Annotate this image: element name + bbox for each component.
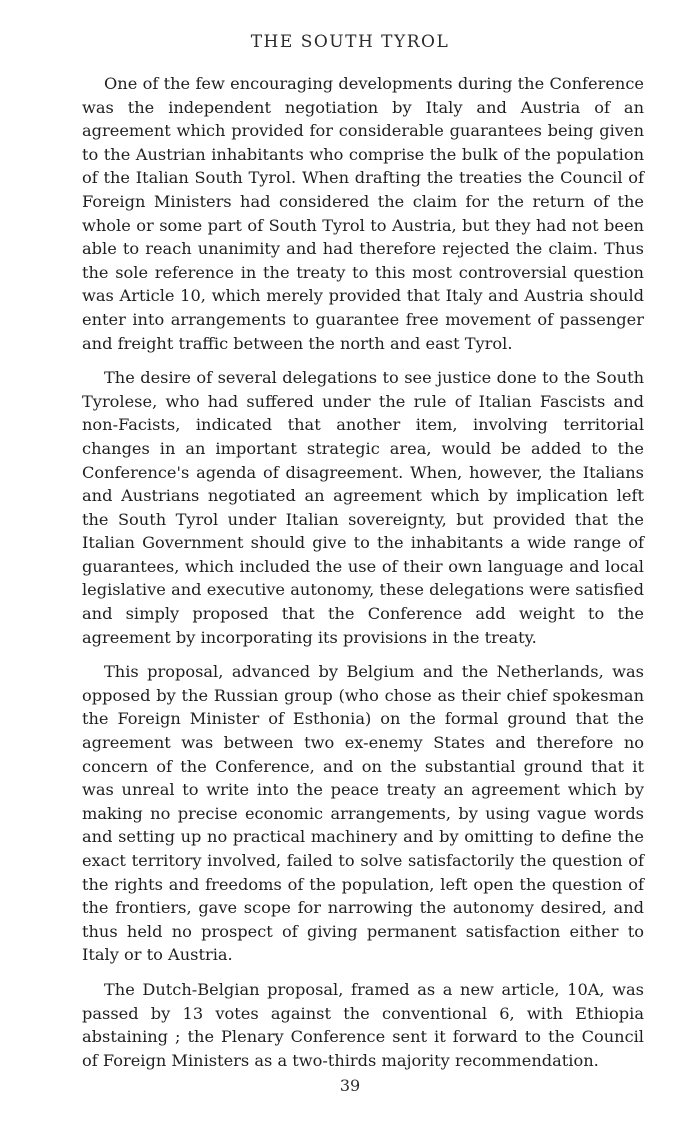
paragraph-4: The Dutch-Belgian proposal, framed as a new article, 10A, was passed by 13 votes against the conventional 6, with Ethiopia abstaining ; the Plenary Conference sent it forward to the Council of Foreign Ministers as a two-thirds majority recommendation. <box>82 979 644 1070</box>
paragraph-3: This proposal, advanced by Belgium and the Netherlands, was opposed by the Russian group (who chose as their chief spokesman the Foreign Minister of Esthonia) on the formal ground that the agreement was between two ex-enemy States and therefore no concern of the Conference, and on the substantial ground that it was unreal to write into the peace treaty an agreement which by making no precise economic arrangements, by using vague words and setting up no practical machinery and by omitting to define the exact territory involved, failed to solve satisfactorily the question of the rights and freedoms of the population, left open the question of the frontiers, gave scope for narrowing the autonomy desired, and thus held no prospect of giving permanent satisfaction either to Italy or to Austria. <box>82 662 644 965</box>
paragraph-1: One of the few encouraging developments during the Conference was the independent negotiation by Italy and Austria of an agreement which provided for considerable guarantees being given to the Austrian inhabitants who comprise the bulk of the population of the Italian South Tyrol. When drafting the treaties the Council of Foreign Ministers had considered the claim for the return of the whole or some part of South Tyrol to Austria, but they had not been able to reach unanimity and had therefore rejected the claim. Thus the sole reference in the treaty to this most controversial question was Article 10, which merely provided that Italy and Austria should enter into arrangements to guarantee free movement of passenger and freight traffic between the north and east Tyrol. <box>82 74 644 353</box>
paragraph-2: The desire of several delegations to see justice done to the South Tyrolese, who had suffered under the rule of Italian Fascists and non-Facists, indicated that another item, involving territorial changes in an important strategic area, would be added to the Conference's agenda of disagreement. When, however, the Italians and Austrians negotiated an agreement which by implication left the South Tyrol under Italian sovereignty, but provided that the Italian Government should give to the inhabitants a wide range of guarantees, which included the use of their own language and local legislative and executive autonomy, these delegations were satisfied and simply proposed that the Conference add weight to the agreement by incorporating its provisions in the treaty. <box>82 368 644 647</box>
page-heading: THE SOUTH TYROL <box>250 32 450 52</box>
page-number: 39 <box>339 1076 361 1095</box>
body-text <box>82 72 644 1083</box>
